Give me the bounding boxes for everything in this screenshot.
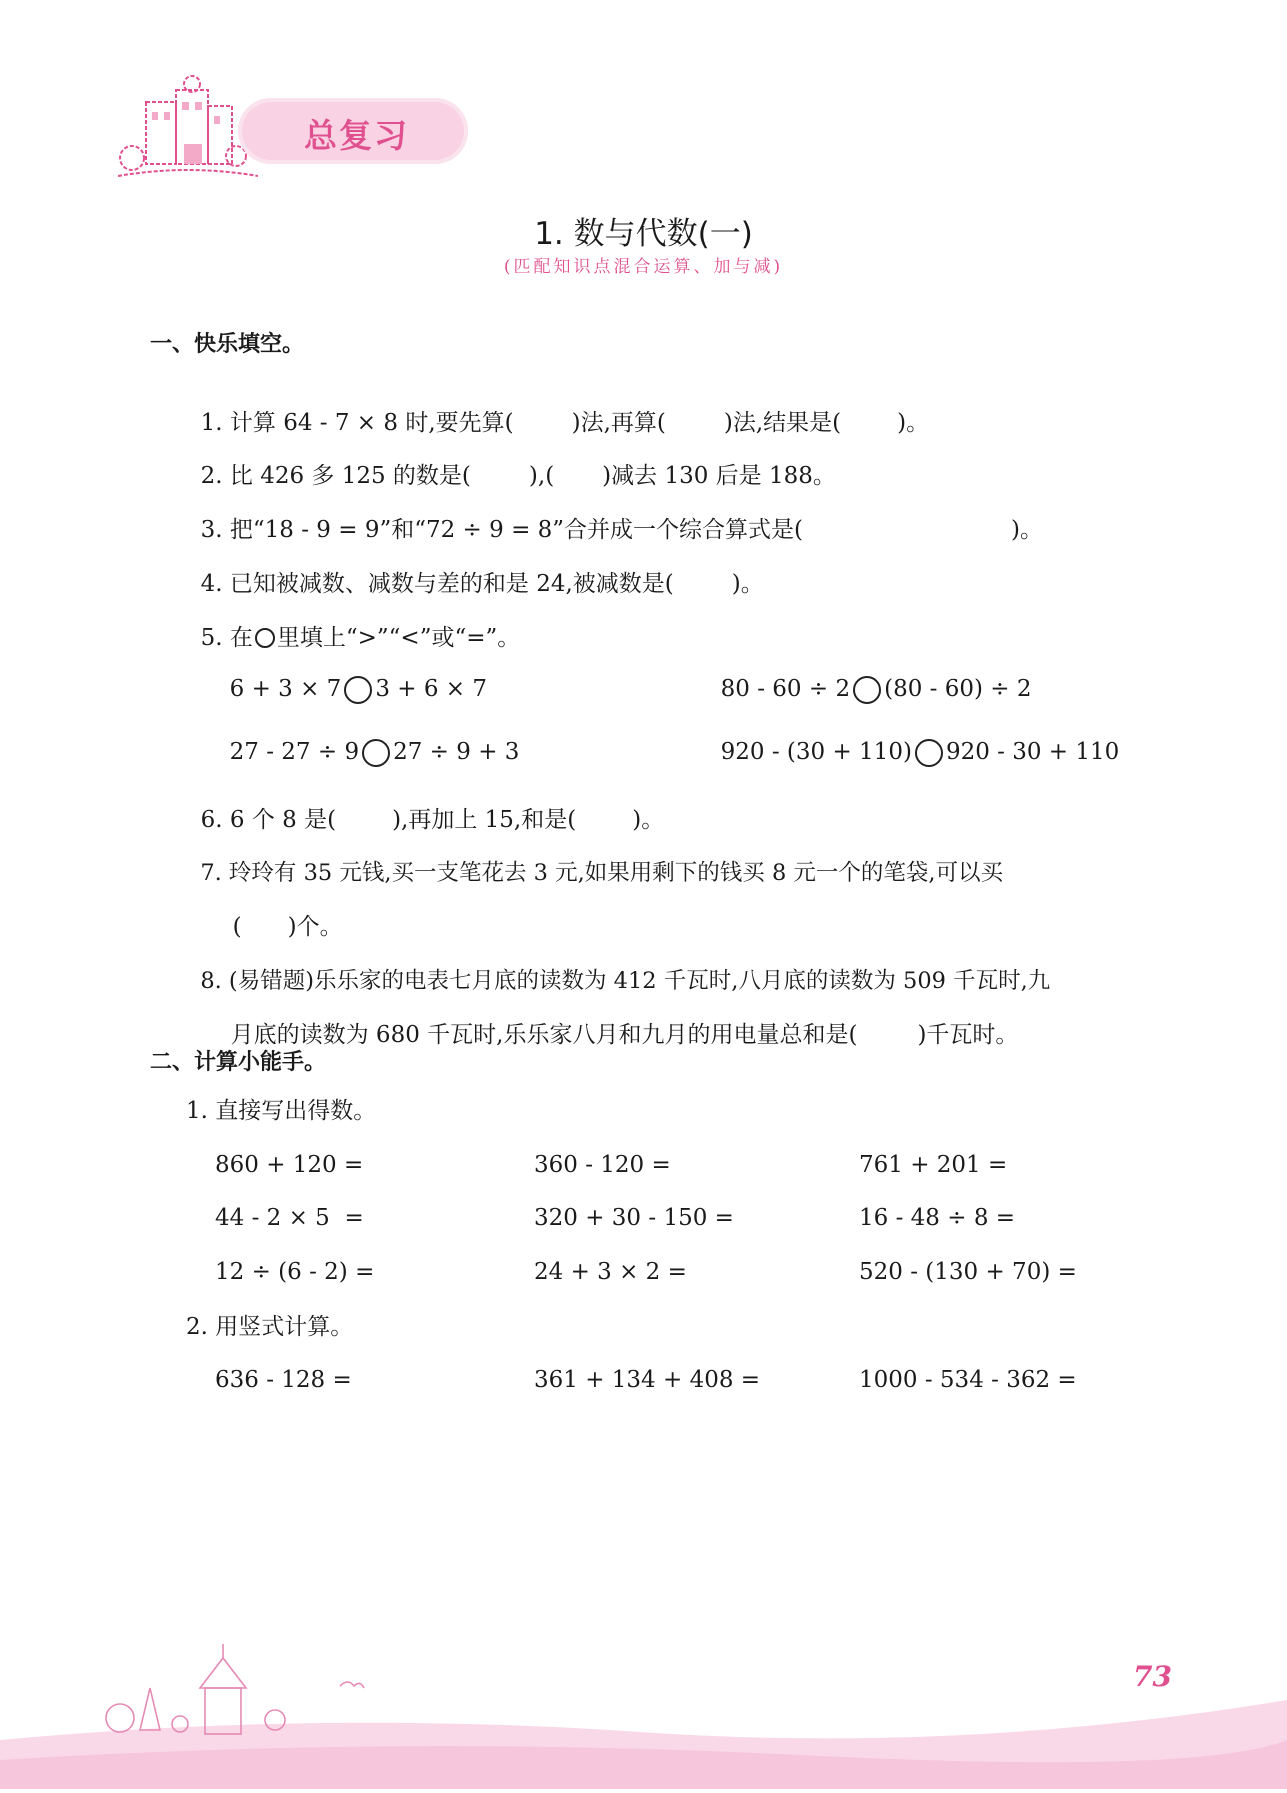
compare-circle[interactable] bbox=[362, 739, 390, 767]
page-title: 1. 数与代数(一) bbox=[534, 216, 753, 252]
circle-icon bbox=[255, 628, 275, 648]
direct-item: 12 ÷ (6 - 2) = bbox=[215, 1259, 375, 1285]
compare-item: 27 - 27 ÷ 9 27 ÷ 9 + 3 bbox=[229, 739, 520, 765]
header-illustration bbox=[118, 72, 258, 182]
question-2: 2. 比 426 多 125 的数是( ),( )减去 130 后是 188。 bbox=[200, 463, 836, 489]
compare-circle[interactable] bbox=[915, 739, 943, 767]
vertical-item: 361 + 134 + 408 = bbox=[534, 1367, 761, 1393]
direct-item: 360 - 120 = bbox=[534, 1152, 671, 1178]
footer-decoration bbox=[0, 1640, 1287, 1789]
direct-item: 320 + 30 - 150 = bbox=[534, 1205, 734, 1231]
vertical-item: 1000 - 534 - 362 = bbox=[859, 1367, 1077, 1393]
question-7-cont: ( )个。 bbox=[232, 914, 343, 940]
section2-sub2: 2. 用竖式计算。 bbox=[186, 1314, 354, 1340]
badge-label: 总复习 bbox=[304, 116, 409, 155]
section1-heading: 一、快乐填空。 bbox=[150, 332, 305, 357]
question-7: 7. 玲玲有 35 元钱,买一支笔花去 3 元,如果用剩下的钱买 8 元一个的笔袋,可以买 bbox=[200, 860, 1004, 886]
question-6: 6. 6 个 8 是( ),再加上 15,和是( )。 bbox=[200, 807, 665, 833]
compare-circle[interactable] bbox=[853, 676, 881, 704]
footer-wave-icon bbox=[0, 1640, 1287, 1789]
question-8: 8. (易错题)乐乐家的电表七月底的读数为 412 千瓦时,八月底的读数为 509 千瓦时,九 bbox=[200, 968, 1051, 994]
direct-item: 24 + 3 × 2 = bbox=[534, 1259, 687, 1285]
page-number: 73 bbox=[1133, 1660, 1172, 1693]
section2-heading: 二、计算小能手。 bbox=[150, 1050, 327, 1075]
compare-item: 6 + 3 × 7 3 + 6 × 7 bbox=[229, 676, 487, 702]
question-5: 5. 在 里填上“>”“<”或“=”。 bbox=[200, 625, 521, 651]
direct-item: 860 + 120 = bbox=[215, 1152, 364, 1178]
school-building-icon bbox=[118, 72, 258, 182]
compare-item: 920 - (30 + 110) 920 - 30 + 110 bbox=[720, 739, 1120, 765]
section2-sub1: 1. 直接写出得数。 bbox=[186, 1098, 377, 1124]
question-3: 3. 把“18 - 9 = 9”和“72 ÷ 9 = 8”合并成一个综合算式是( )。 bbox=[200, 517, 1044, 543]
direct-item: 761 + 201 = bbox=[859, 1152, 1008, 1178]
compare-item: 80 - 60 ÷ 2 (80 - 60) ÷ 2 bbox=[720, 676, 1032, 702]
direct-item: 16 - 48 ÷ 8 = bbox=[859, 1205, 1016, 1231]
vertical-item: 636 - 128 = bbox=[215, 1367, 352, 1393]
compare-circle[interactable] bbox=[344, 676, 372, 704]
question-8-cont: 月底的读数为 680 千瓦时,乐乐家八月和九月的用电量总和是( )千瓦时。 bbox=[230, 1022, 1019, 1048]
direct-item: 520 - (130 + 70) = bbox=[859, 1259, 1077, 1285]
question-4: 4. 已知被减数、减数与差的和是 24,被减数是( )。 bbox=[200, 571, 764, 597]
section-badge bbox=[238, 98, 468, 164]
question-1: 1. 计算 64 - 7 × 8 时,要先算( )法,再算( )法,结果是( )。 bbox=[200, 410, 930, 436]
page-subtitle: (匹配知识点混合运算、加与减) bbox=[503, 257, 784, 277]
direct-item: 44 - 2 × 5 = bbox=[215, 1205, 364, 1231]
